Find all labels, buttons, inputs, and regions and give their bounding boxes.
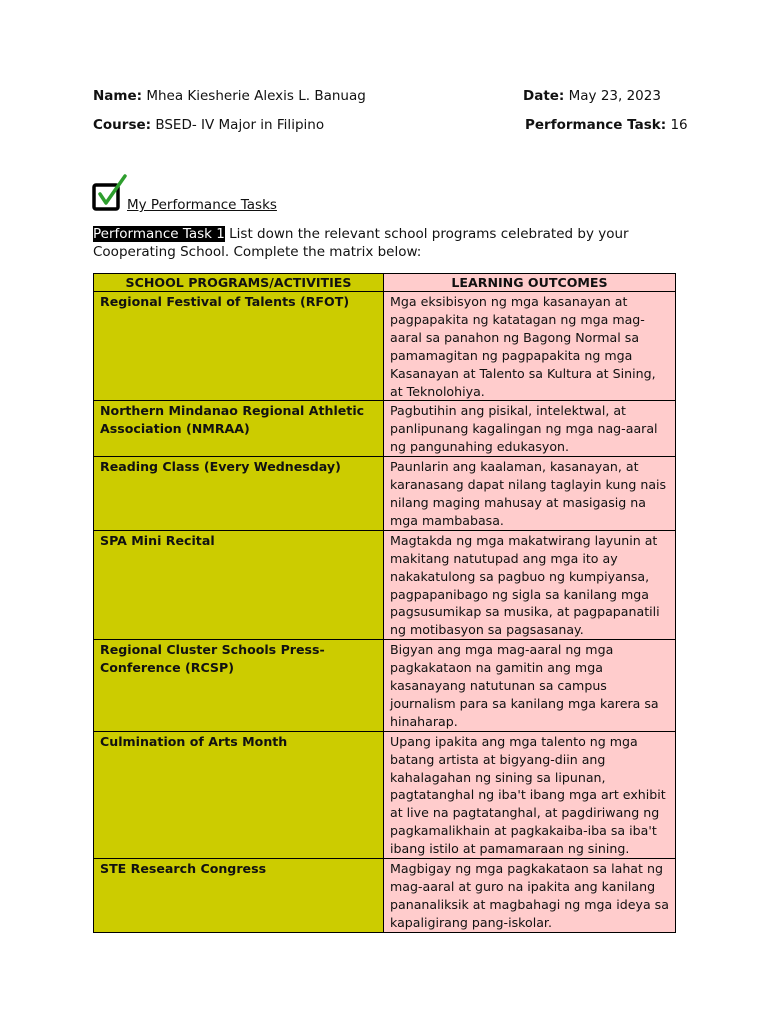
program-cell: Culmination of Arts Month bbox=[94, 731, 384, 858]
program-cell: Regional Cluster Schools Press-Conference (RCSP) bbox=[94, 640, 384, 732]
outcome-cell: Magbigay ng mga pagkakataon sa lahat ng mag-aaral at guro na ipakita ang kanilang pananaliksik at magbahagi ng mga ideya sa kapaligirang pang-iskolar. bbox=[384, 859, 676, 933]
outcome-cell: Paunlarin ang kaalaman, kasanayan, at karanasang dapat nilang taglayin kung nais nilang maging mahusay at masigasig na mga mambabasa. bbox=[384, 457, 676, 531]
programs-matrix bbox=[93, 273, 676, 933]
program-cell: Reading Class (Every Wednesday) bbox=[94, 457, 384, 531]
column-header-outcomes: LEARNING OUTCOMES bbox=[384, 274, 676, 292]
name-value: Mhea Kiesherie Alexis L. Banuag bbox=[146, 88, 366, 104]
performance-task-value: 16 bbox=[670, 117, 688, 133]
table-row bbox=[94, 530, 676, 639]
table-row bbox=[94, 859, 676, 933]
table-row bbox=[94, 401, 676, 457]
table-row bbox=[94, 457, 676, 531]
program-cell: Northern Mindanao Regional Athletic Association (NMRAA) bbox=[94, 401, 384, 457]
date-label: Date: bbox=[523, 88, 565, 104]
performance-task-line bbox=[525, 117, 688, 133]
table-header-row bbox=[94, 274, 676, 292]
task-instruction-text: List down the relevant school programs celebrated by your Cooperating School. Complete the matrix below: bbox=[93, 226, 629, 260]
program-cell: Regional Festival of Talents (RFOT) bbox=[94, 292, 384, 401]
name-line bbox=[93, 88, 366, 104]
outcome-cell: Mga eksibisyon ng mga kasanayan at pagpapakita ng katatagan ng mga mag-aaral sa panahon ng Bagong Normal sa pamamagitan ng pagpapakita ng mga Kasanayan at Talento sa Kultura at Sining, at Teknolohiya. bbox=[384, 292, 676, 401]
outcome-cell: Pagbutihin ang pisikal, intelektwal, at panlipunang kagalingan ng mga nag-aaral ng pangunahing edukasyon. bbox=[384, 401, 676, 457]
course-line bbox=[93, 117, 324, 133]
outcome-cell: Magtakda ng mga makatwirang layunin at makitang natutupad ang mga ito ay nakakatulong sa pagbuo ng kumpiyansa, pagpapanibago ng sigla sa kanilang mga pagsusumikap sa musika, at pagpapanatili ng motibasyon sa pagsasanay. bbox=[384, 530, 676, 639]
task-highlight: Performance Task 1 bbox=[93, 226, 225, 242]
outcome-cell: Upang ipakita ang mga talento ng mga batang artista at bigyang-diin ang kahalagahan ng sining sa lipunan, pagtatanghal ng iba't ibang mga art exhibit at live na pagtatanghal, at pagdiriwang ng pagkamalikhain at pagkakaiba-iba sa iba't ibang istilo at pamamaraan ng sining. bbox=[384, 731, 676, 858]
table-row bbox=[94, 731, 676, 858]
section-title: My Performance Tasks bbox=[127, 197, 277, 213]
table-row bbox=[94, 640, 676, 732]
program-cell: STE Research Congress bbox=[94, 859, 384, 933]
task-instructions bbox=[93, 225, 683, 261]
column-header-programs: SCHOOL PROGRAMS/ACTIVITIES bbox=[94, 274, 384, 292]
name-label: Name: bbox=[93, 88, 143, 104]
program-cell: SPA Mini Recital bbox=[94, 530, 384, 639]
course-value: BSED- IV Major in Filipino bbox=[155, 117, 325, 133]
outcome-cell: Bigyan ang mga mag-aaral ng mga pagkakataon na gamitin ang mga kasanayang natutunan sa campus journalism para sa kanilang mga karera sa hinaharap. bbox=[384, 640, 676, 732]
date-value: May 23, 2023 bbox=[568, 88, 661, 104]
course-label: Course: bbox=[93, 117, 152, 133]
performance-task-label: Performance Task: bbox=[525, 117, 667, 133]
checkbox-check-icon bbox=[92, 174, 128, 214]
table-row bbox=[94, 292, 676, 401]
date-line bbox=[523, 88, 661, 104]
